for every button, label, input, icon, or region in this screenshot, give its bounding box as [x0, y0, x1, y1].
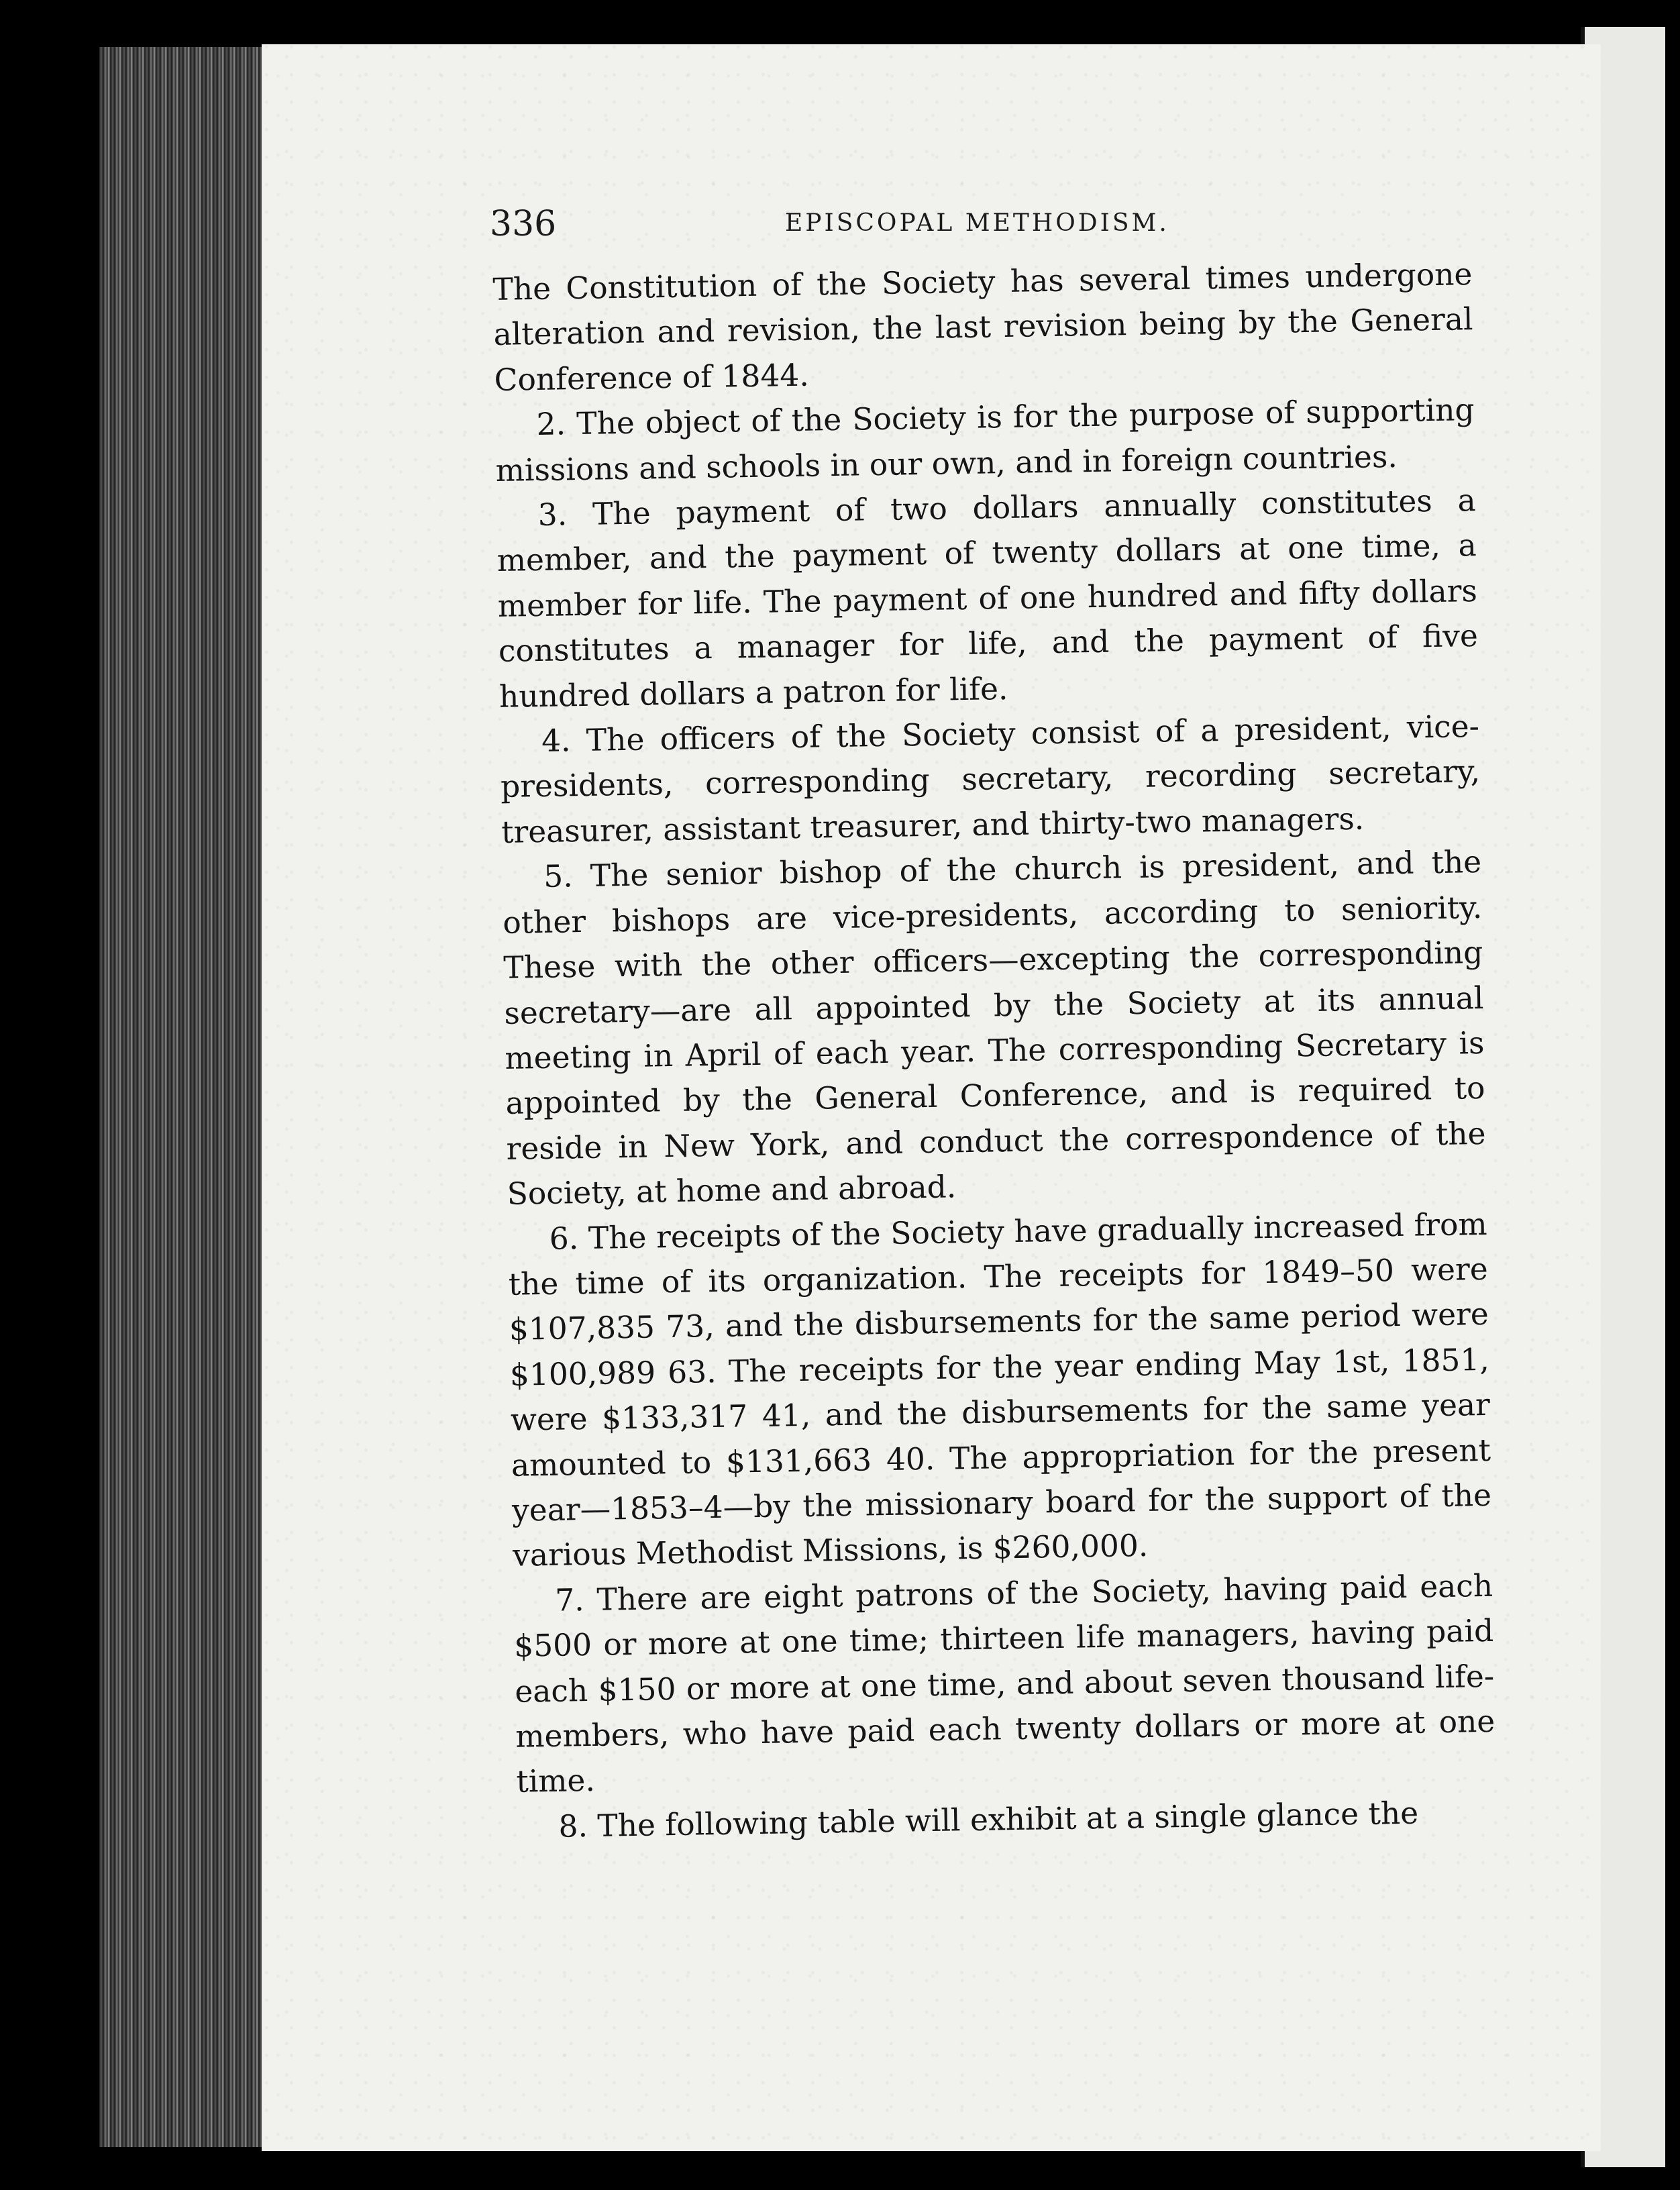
paragraph-8: 8. The following table will exhibit at a single glance the	[558, 1795, 1419, 1844]
paragraph-6: 6. The receipts of the Society have gradually increased from the time of its organization. The receipts for 1849–50 were $107,835 73, and the disbursements for the same period were $100,989 63. The receipts for the year ending May 1st, 1851, were $133,317 41, and the disbursements for the same year amounted to $131,663 40. The appropriation for the present year—1853–4—by the missionary board for the support of the various Methodist Missions, is $260,000.	[508, 1206, 1492, 1574]
paragraph-4: 4. The officers of the Society consist of a president, vice-presidents, corresponding secretary, recording secretary, treasurer, assistant treasurer, and thirty-two managers.	[500, 709, 1481, 850]
body-text	[492, 252, 1497, 1850]
paragraph-2: 2. The object of the Society is for the purpose of supporting missions and schools in our own, and in foreign countries.	[495, 392, 1475, 488]
paragraph-7: 7. There are eight patrons of the Society, having paid each $500 or more at one time; thirteen life managers, having paid each $150 or more at one time, and about seven thousand life-members, who have paid each twenty dollars or more at one time.	[513, 1567, 1495, 1800]
running-title: EPISCOPAL METHODISM.	[785, 209, 1169, 237]
page-header	[490, 204, 1536, 251]
paragraph-intro: The Constitution of the Society has several times undergone alteration and revision, the last revision being by the General Conference of 1844.	[492, 256, 1473, 398]
paragraph-3: 3. The payment of two dollars annually constitutes a member, and the payment of twenty dollars at one time, a member for life. The payment of one hundred and fifty dollars constitutes a manager for life, and the payment of five hundred dollars a patron for life.	[496, 482, 1479, 715]
page-number: 336	[490, 204, 557, 244]
paragraph-5: 5. The senior bishop of the church is president, and the other bishops are vice-presidents, according to seniority. These with the other officers—excepting the corresponding secretary—are all appointed by the Society at its annual meeting in April of each year. The corresponding Secretary is appointed by the General Conference, and is required to reside in New York, and conduct the correspondence of the Society, at home and abroad.	[502, 844, 1486, 1212]
book-page-edges	[99, 47, 270, 2147]
